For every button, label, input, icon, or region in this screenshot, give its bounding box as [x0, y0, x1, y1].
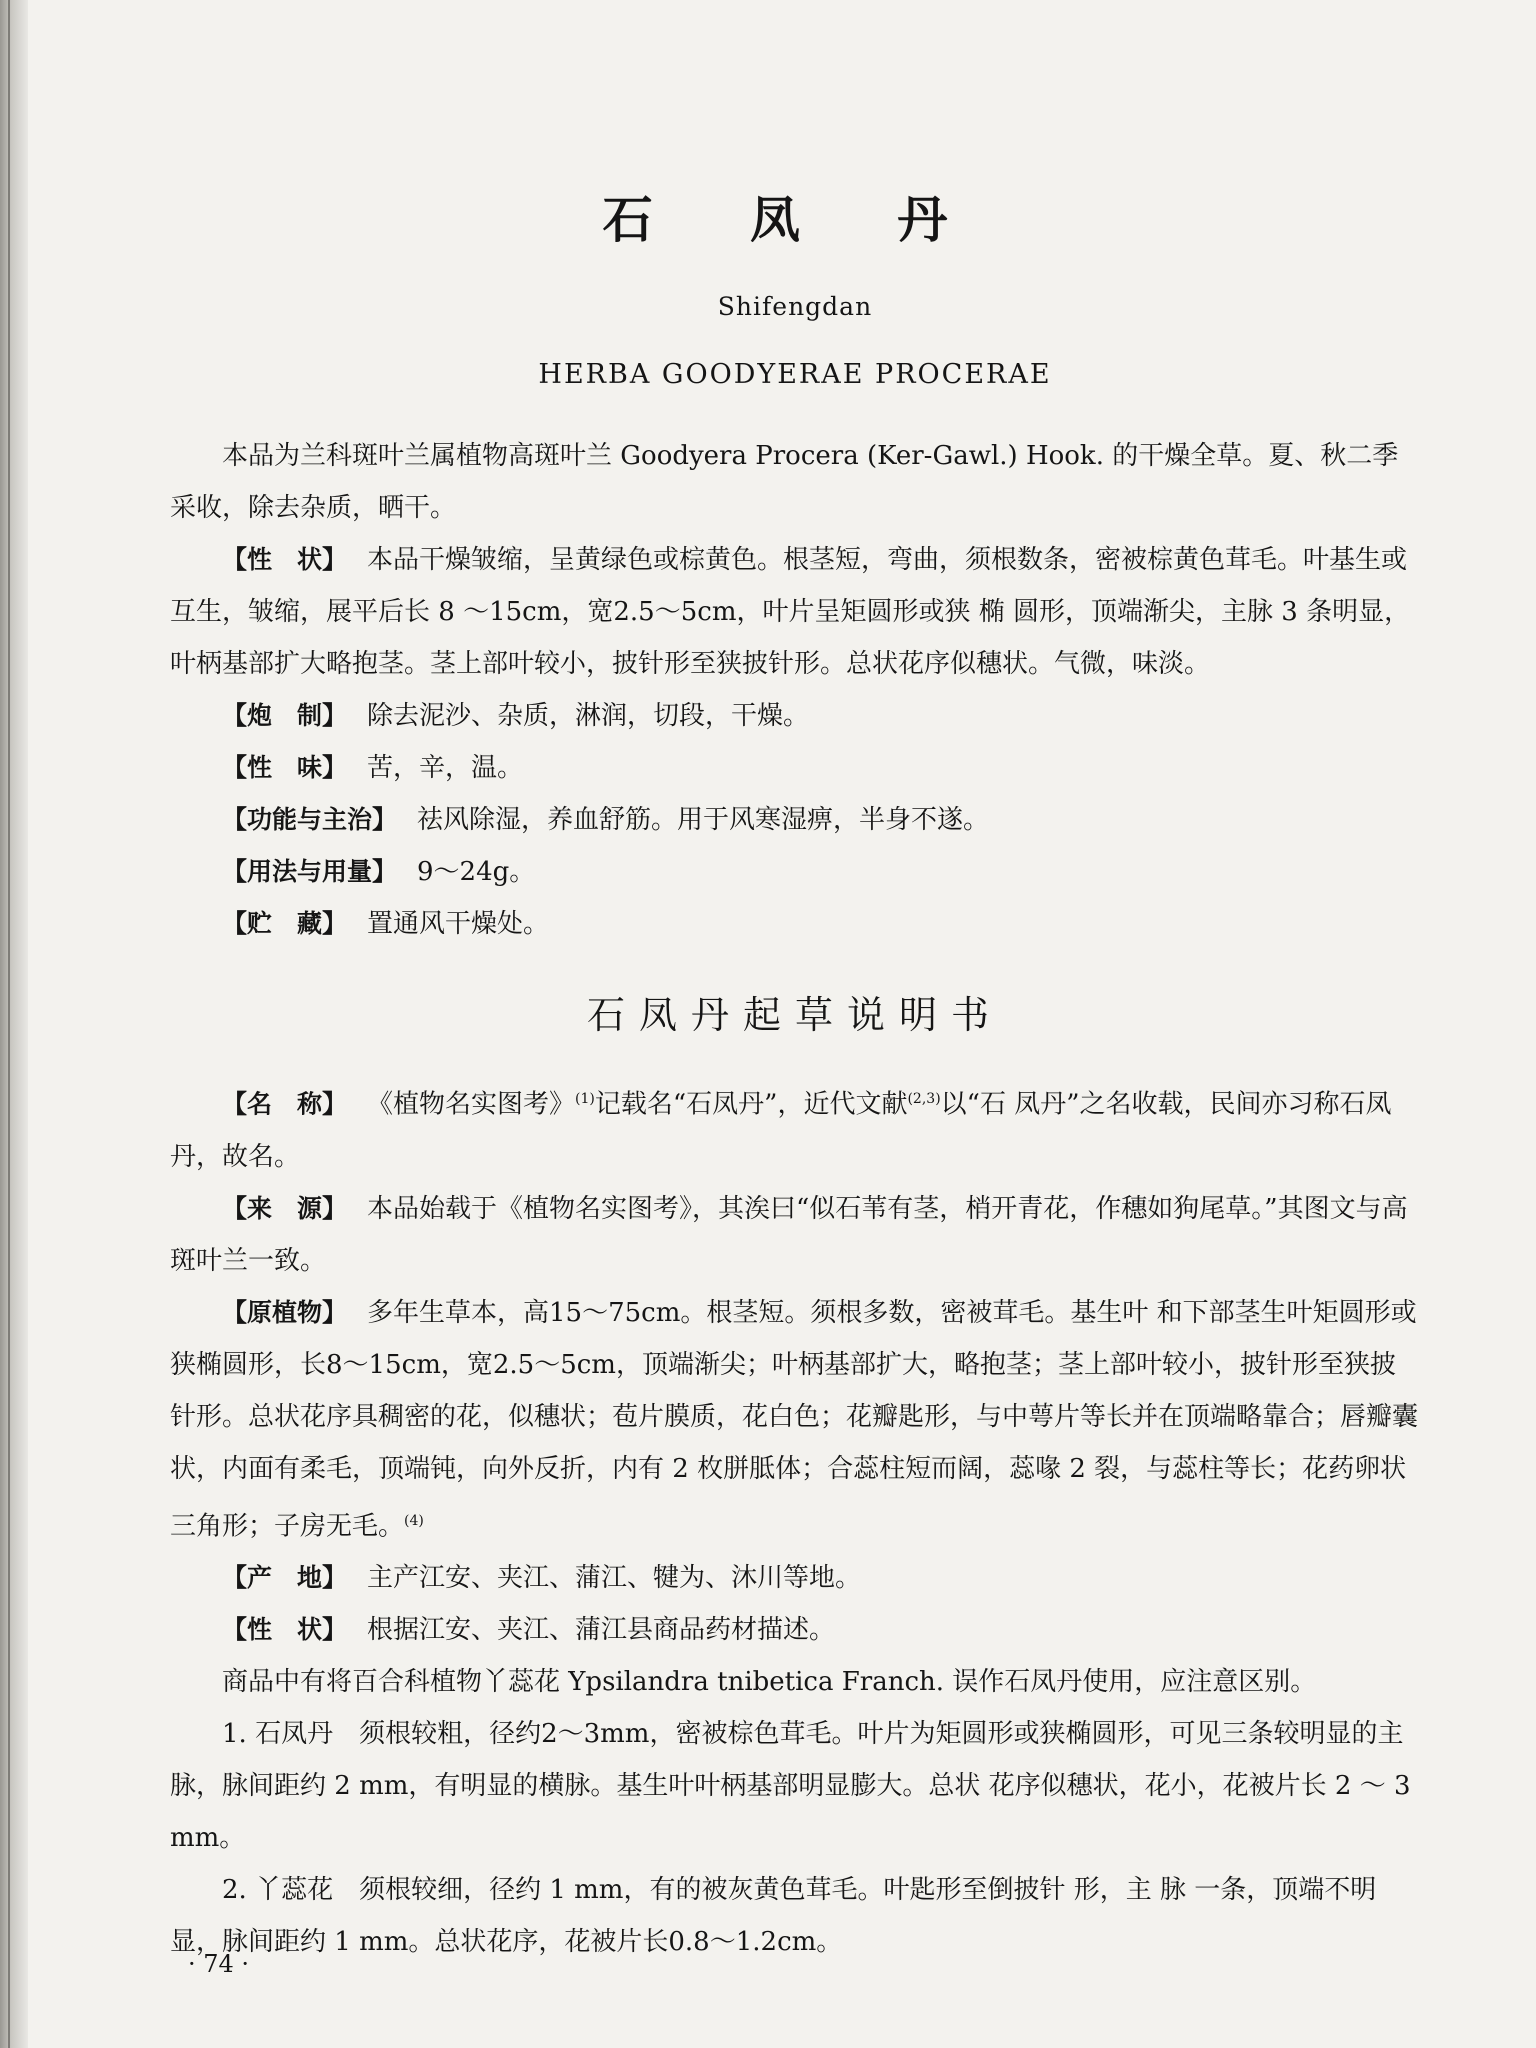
reference-marker: (4) [404, 1512, 424, 1529]
draft-traits [170, 1604, 1420, 1656]
draft-name [170, 1073, 1420, 1183]
entry-storage [170, 898, 1420, 950]
entry-tag: 【性 状】 [222, 545, 348, 574]
latin-name: HERBA GOODYERAE PROCERAE [538, 359, 1052, 390]
entry-text: 以“石 凤丹”之名收载，民间亦习称石凤丹，故名。 [170, 1089, 1392, 1172]
entry-text: 苦，辛，温。 [367, 753, 524, 783]
entry-tag: 【贮 藏】 [222, 909, 348, 938]
entry-tag: 【原植物】 [222, 1297, 348, 1327]
entry-tag: 【名 称】 [222, 1089, 348, 1119]
entry-tag: 【来 源】 [222, 1193, 348, 1223]
page-title: 石 凤 丹 [602, 190, 988, 249]
pinyin-name: Shifengdan [717, 292, 873, 321]
entry-text: 本品始载于《植物名实图考》，其涘曰“似石苇有茎，梢开青花，作穗如狗尾草。”其图文与高斑叶兰一致。 [170, 1193, 1408, 1276]
draft-plant [170, 1287, 1420, 1553]
entry-property [170, 742, 1420, 794]
draft-item-2: 2. 丫蕊花 须根较细，径约 1 mm，有的被灰黄色茸毛。叶匙形至倒披针 形，主 脉 一条，顶端不明显，脉间距约 1 mm。总状花序，花被片长0.8～1.2cm。 [170, 1875, 1377, 1958]
entry-tag: 【用法与用量】 [222, 857, 398, 886]
entry-text: 9～24g。 [417, 857, 536, 887]
draft-source [170, 1183, 1420, 1287]
entry-tag: 【功能与主治】 [222, 805, 398, 834]
entry-text: 主产江安、夹江、蒲江、犍为、沐川等地。 [367, 1563, 862, 1594]
entry-tag: 【性 味】 [222, 753, 348, 782]
book-spine [0, 0, 28, 2048]
entry-tag: 【性 状】 [222, 1615, 348, 1645]
draft-origin [170, 1552, 1420, 1604]
entry-processing [170, 690, 1420, 742]
entry-text: 祛风除湿，养血舒筋。用于风寒湿痹，半身不遂。 [417, 805, 990, 835]
entry-text: 多年生草本，高15～75cm。根茎短。须根多数，密被茸毛。基生叶 和下部茎生叶矩圆形或狭椭圆形，长8～15cm，宽2.5～5cm，顶端渐尖；叶柄基部扩大，略抱茎；茎上部叶较小，披针形至狭披针形。总状花序具稠密的花，似穗状；苞片膜质，花白色；花瓣匙形，与中萼片等长并在顶端略靠合；唇瓣囊状，内面有柔毛，顶端钝，向外反折，内有 2 枚胼胝体；合蕊柱短而阔，蕊喙 2 裂，与蕊柱等长；花药卵状三角形；子房无毛。 [170, 1297, 1419, 1542]
entry-tag: 【产 地】 [222, 1563, 348, 1593]
entry-dosage [170, 846, 1420, 898]
entry-text: 记载名“石凤丹”，近代文献 [594, 1089, 908, 1120]
entry-characters [170, 534, 1420, 690]
entry-tag: 【炮 制】 [222, 701, 348, 730]
entry-text: 除去泥沙、杂质，淋润，切段，干燥。 [367, 701, 810, 731]
reference-marker: (2,3) [907, 1091, 941, 1107]
draft-item-1: 1. 石凤丹 须根较粗，径约2～3mm，密被棕色茸毛。叶片为矩圆形或狭椭圆形，可见三条较明显的主脉，脉间距约 2 mm，有明显的横脉。基生叶叶柄基部明显膨大。总状 花序似穗状，花小，花被片长 2 ～ 3 mm。 [170, 1719, 1411, 1854]
entry-function [170, 794, 1420, 846]
reference-marker: (1) [575, 1091, 595, 1107]
page-number: · 74 · [188, 1950, 250, 1978]
monograph-body [170, 430, 1420, 950]
book-page [170, 150, 1420, 2000]
entry-text: 本品干燥皱缩，呈黄绿色或棕黄色。根茎短，弯曲，须根数条，密被棕黄色茸毛。叶基生或互生，皱缩，展平后长 8 ～15cm，宽2.5～5cm，叶片呈矩圆形或狭 椭 圆形，顶端渐尖，主脉 3 条明显，叶柄基部扩大略抱茎。茎上部叶较小，披针形至狭披针形。总状花序似穗状。气微，味淡。 [170, 545, 1411, 679]
entry-text: 根据江安、夹江、蒲江县商品药材描述。 [367, 1615, 836, 1646]
entry-text: 《植物名实图考》 [367, 1089, 576, 1120]
draft-notes-body [170, 1073, 1420, 1968]
entry-text: 置通风干燥处。 [367, 909, 550, 939]
draft-note: 商品中有将百合科植物丫蕊花 Ypsilandra tnibetica Franch. 误作石凤丹使用，应注意区别。 [222, 1667, 1317, 1698]
section-subtitle: 石凤丹起草说明书 [586, 993, 1003, 1037]
intro-paragraph: 本品为兰科斑叶兰属植物高斑叶兰 Goodyera Procera (Ker-Gawl.) Hook. 的干燥全草。夏、秋二季采收，除去杂质，晒干。 [170, 441, 1399, 523]
